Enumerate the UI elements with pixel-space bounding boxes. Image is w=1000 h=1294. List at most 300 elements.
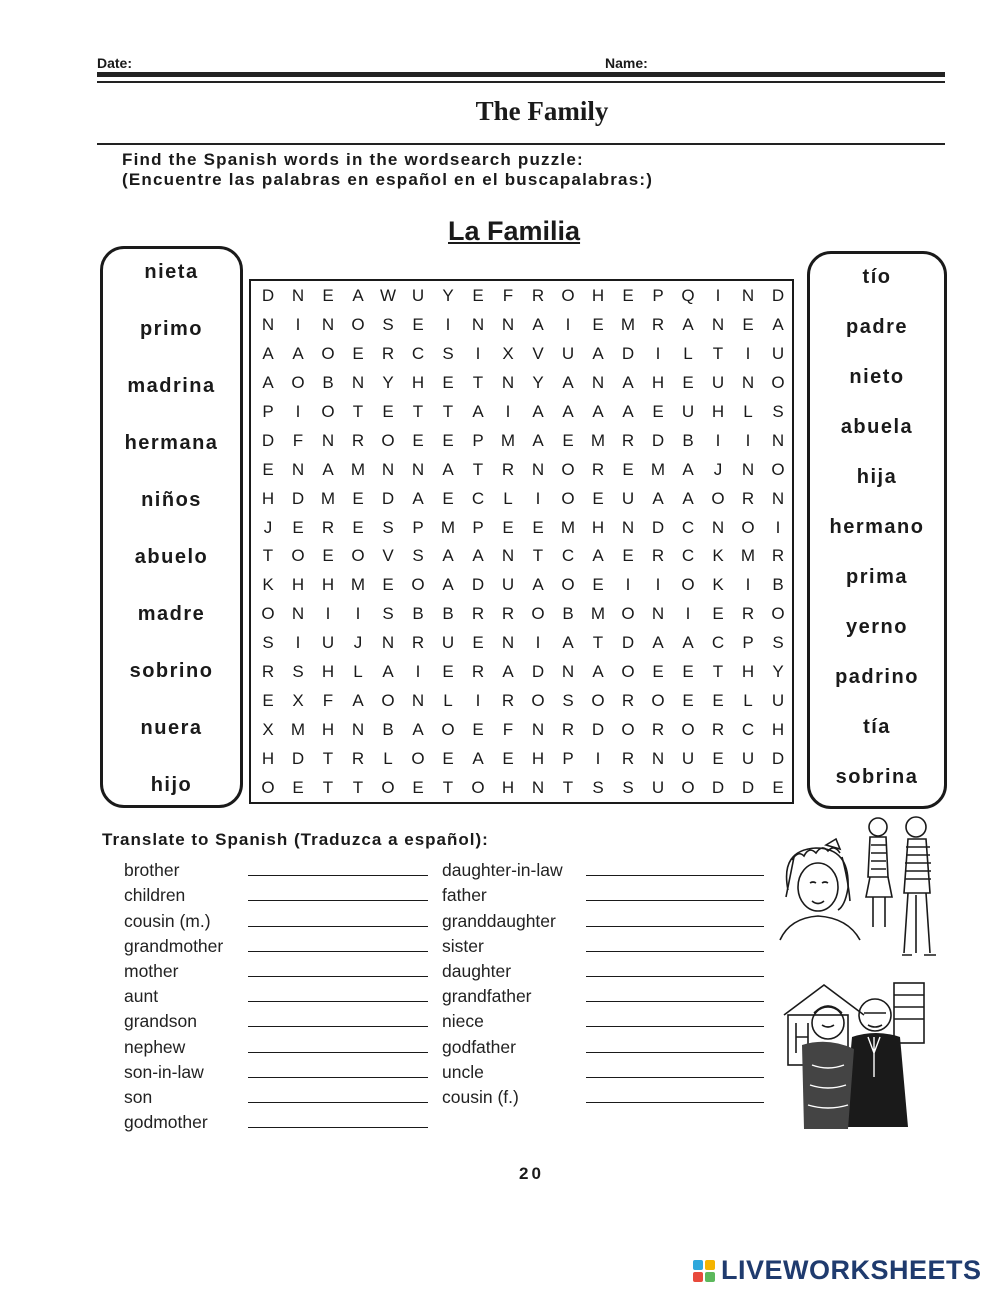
grid-cell[interactable]: N	[651, 748, 665, 768]
grid-cell[interactable]: U	[681, 748, 695, 768]
grid-cell[interactable]: M	[620, 315, 636, 335]
grid-cell[interactable]: U	[321, 633, 335, 653]
grid-cell[interactable]: Y	[532, 373, 544, 393]
grid-cell[interactable]: I	[715, 286, 721, 306]
translate-left-answer-blank[interactable]	[248, 926, 428, 927]
grid-cell[interactable]: M	[440, 517, 456, 537]
grid-cell[interactable]: I	[445, 315, 451, 335]
grid-cell[interactable]: H	[501, 777, 515, 797]
grid-cell[interactable]: R	[411, 633, 425, 653]
grid-cell[interactable]: D	[291, 748, 305, 768]
grid-cell[interactable]: E	[412, 315, 424, 335]
grid-cell[interactable]: O	[591, 690, 605, 710]
grid-cell[interactable]: R	[771, 546, 785, 566]
grid-cell[interactable]: V	[532, 344, 544, 364]
grid-cell[interactable]: S	[382, 517, 394, 537]
grid-cell[interactable]: E	[382, 402, 394, 421]
grid-cell[interactable]: A	[652, 488, 664, 508]
translate-left-answer-blank[interactable]	[248, 1102, 428, 1103]
grid-cell[interactable]: B	[442, 604, 454, 624]
grid-cell[interactable]: B	[322, 373, 334, 393]
grid-cell[interactable]: D	[381, 488, 395, 508]
grid-cell[interactable]: E	[382, 575, 394, 595]
grid-cell[interactable]: N	[531, 719, 545, 739]
grid-cell[interactable]: P	[472, 430, 484, 450]
grid-cell[interactable]: A	[412, 488, 424, 508]
grid-cell[interactable]: I	[625, 575, 631, 595]
grid-cell[interactable]: U	[771, 344, 785, 364]
grid-cell[interactable]: E	[622, 546, 634, 566]
grid-cell[interactable]: R	[621, 690, 635, 710]
grid-cell[interactable]: A	[772, 315, 784, 335]
grid-cell[interactable]: M	[350, 575, 366, 595]
grid-cell[interactable]: L	[443, 690, 453, 710]
grid-cell[interactable]: J	[263, 517, 273, 537]
grid-cell[interactable]: A	[682, 633, 694, 653]
grid-cell[interactable]: C	[471, 488, 485, 508]
grid-cell[interactable]: O	[771, 604, 785, 624]
grid-cell[interactable]: K	[712, 546, 724, 566]
grid-cell[interactable]: F	[502, 719, 514, 739]
grid-cell[interactable]: O	[321, 344, 335, 364]
grid-cell[interactable]: U	[651, 777, 665, 797]
grid-cell[interactable]: I	[295, 633, 301, 653]
translate-right-answer-blank[interactable]	[586, 900, 764, 901]
grid-cell[interactable]: R	[501, 459, 515, 479]
grid-cell[interactable]: C	[681, 517, 695, 537]
grid-cell[interactable]: E	[472, 633, 484, 653]
grid-cell[interactable]: O	[531, 690, 545, 710]
grid-cell[interactable]: N	[651, 604, 665, 624]
grid-cell[interactable]: E	[412, 430, 424, 450]
grid-cell[interactable]: I	[505, 402, 511, 421]
grid-cell[interactable]: N	[291, 604, 305, 624]
grid-cell[interactable]: O	[681, 719, 695, 739]
grid-cell[interactable]: I	[535, 633, 541, 653]
grid-cell[interactable]: A	[262, 373, 274, 393]
grid-cell[interactable]: A	[442, 546, 454, 566]
grid-cell[interactable]: E	[772, 777, 784, 797]
grid-cell[interactable]: O	[261, 604, 275, 624]
grid-cell[interactable]: E	[502, 517, 514, 537]
grid-cell[interactable]: O	[381, 777, 395, 797]
grid-cell[interactable]: V	[382, 546, 394, 566]
grid-cell[interactable]: D	[591, 719, 605, 739]
grid-cell[interactable]: P	[652, 286, 664, 306]
grid-cell[interactable]: A	[472, 546, 484, 566]
grid-cell[interactable]: R	[741, 488, 755, 508]
grid-cell[interactable]: H	[321, 719, 335, 739]
grid-cell[interactable]: A	[442, 575, 454, 595]
grid-cell[interactable]: W	[379, 286, 397, 306]
grid-cell[interactable]: A	[592, 546, 604, 566]
grid-cell[interactable]: H	[771, 719, 785, 739]
grid-cell[interactable]: L	[503, 488, 513, 508]
grid-cell[interactable]: L	[383, 748, 393, 768]
grid-cell[interactable]: O	[351, 546, 365, 566]
grid-cell[interactable]: C	[411, 344, 425, 364]
grid-cell[interactable]: R	[591, 459, 605, 479]
grid-cell[interactable]: A	[532, 575, 544, 595]
grid-cell[interactable]: E	[442, 488, 454, 508]
grid-cell[interactable]: N	[501, 315, 515, 335]
grid-cell[interactable]: H	[411, 373, 425, 393]
grid-cell[interactable]: E	[322, 546, 334, 566]
grid-cell[interactable]: S	[382, 604, 394, 624]
grid-cell[interactable]: T	[442, 402, 454, 421]
grid-cell[interactable]: F	[292, 430, 304, 450]
grid-cell[interactable]: T	[472, 373, 484, 393]
grid-cell[interactable]: D	[291, 488, 305, 508]
grid-cell[interactable]: S	[382, 315, 394, 335]
translate-right-answer-blank[interactable]	[586, 976, 764, 977]
grid-cell[interactable]: J	[353, 633, 363, 653]
grid-cell[interactable]: A	[532, 402, 544, 421]
grid-cell[interactable]: N	[381, 459, 395, 479]
grid-cell[interactable]: S	[622, 777, 634, 797]
grid-cell[interactable]: A	[292, 344, 304, 364]
grid-cell[interactable]: A	[562, 373, 574, 393]
grid-cell[interactable]: L	[353, 662, 363, 682]
grid-cell[interactable]: E	[742, 315, 754, 335]
grid-cell[interactable]: R	[471, 662, 485, 682]
grid-cell[interactable]: M	[740, 546, 756, 566]
grid-cell[interactable]: T	[562, 777, 574, 797]
grid-cell[interactable]: I	[745, 575, 751, 595]
grid-cell[interactable]: D	[771, 286, 785, 306]
grid-cell[interactable]: E	[442, 430, 454, 450]
grid-cell[interactable]: E	[472, 719, 484, 739]
grid-cell[interactable]: E	[412, 777, 424, 797]
translate-left-answer-blank[interactable]	[248, 1077, 428, 1078]
grid-cell[interactable]: E	[682, 690, 694, 710]
grid-cell[interactable]: D	[261, 286, 275, 306]
grid-cell[interactable]: I	[475, 344, 481, 364]
grid-cell[interactable]: E	[442, 748, 454, 768]
grid-cell[interactable]: A	[622, 402, 634, 421]
grid-cell[interactable]: N	[291, 459, 305, 479]
grid-cell[interactable]: P	[412, 517, 424, 537]
grid-cell[interactable]: C	[741, 719, 755, 739]
grid-cell[interactable]: P	[562, 748, 574, 768]
grid-cell[interactable]: D	[531, 662, 545, 682]
grid-cell[interactable]: A	[622, 373, 634, 393]
translate-left-answer-blank[interactable]	[248, 1127, 428, 1128]
grid-cell[interactable]: D	[621, 344, 635, 364]
grid-cell[interactable]: F	[502, 286, 514, 306]
grid-cell[interactable]: O	[711, 488, 725, 508]
grid-cell[interactable]: S	[562, 690, 574, 710]
grid-cell[interactable]: U	[771, 690, 785, 710]
grid-cell[interactable]: R	[651, 546, 665, 566]
grid-cell[interactable]: I	[565, 315, 571, 335]
grid-cell[interactable]: O	[441, 719, 455, 739]
grid-cell[interactable]: N	[291, 286, 305, 306]
grid-cell[interactable]: S	[772, 402, 784, 421]
translate-right-answer-blank[interactable]	[586, 1026, 764, 1027]
grid-cell[interactable]: N	[351, 373, 365, 393]
grid-cell[interactable]: P	[472, 517, 484, 537]
grid-cell[interactable]: R	[261, 662, 275, 682]
grid-cell[interactable]: A	[592, 402, 604, 421]
grid-cell[interactable]: E	[712, 604, 724, 624]
grid-cell[interactable]: E	[292, 777, 304, 797]
grid-cell[interactable]: E	[622, 286, 634, 306]
translate-left-answer-blank[interactable]	[248, 1026, 428, 1027]
grid-cell[interactable]: S	[262, 633, 274, 653]
grid-cell[interactable]: D	[651, 517, 665, 537]
grid-cell[interactable]: H	[261, 488, 275, 508]
grid-cell[interactable]: X	[502, 344, 514, 364]
grid-cell[interactable]: A	[472, 402, 484, 421]
translate-right-answer-blank[interactable]	[586, 1052, 764, 1053]
grid-cell[interactable]: N	[351, 719, 365, 739]
grid-cell[interactable]: A	[682, 488, 694, 508]
grid-cell[interactable]: I	[655, 575, 661, 595]
grid-cell[interactable]: N	[561, 662, 575, 682]
grid-cell[interactable]: N	[531, 777, 545, 797]
grid-cell[interactable]: U	[411, 286, 425, 306]
grid-cell[interactable]: N	[741, 459, 755, 479]
grid-cell[interactable]: S	[292, 662, 304, 682]
grid-cell[interactable]: I	[745, 344, 751, 364]
grid-cell[interactable]: N	[471, 315, 485, 335]
grid-cell[interactable]: A	[532, 430, 544, 450]
grid-cell[interactable]: M	[350, 459, 366, 479]
grid-cell[interactable]: N	[711, 315, 725, 335]
grid-cell[interactable]: I	[475, 690, 481, 710]
grid-cell[interactable]: E	[712, 690, 724, 710]
grid-cell[interactable]: I	[325, 604, 331, 624]
grid-cell[interactable]: O	[381, 430, 395, 450]
grid-cell[interactable]: O	[561, 459, 575, 479]
grid-cell[interactable]: Y	[382, 373, 394, 393]
grid-cell[interactable]: N	[741, 373, 755, 393]
grid-cell[interactable]: O	[741, 517, 755, 537]
grid-cell[interactable]: A	[592, 344, 604, 364]
grid-cell[interactable]: O	[621, 719, 635, 739]
grid-cell[interactable]: P	[742, 633, 754, 653]
grid-cell[interactable]: L	[743, 690, 753, 710]
grid-cell[interactable]: R	[561, 719, 575, 739]
grid-cell[interactable]: A	[472, 748, 484, 768]
grid-cell[interactable]: A	[382, 662, 394, 682]
grid-cell[interactable]: B	[682, 430, 694, 450]
grid-cell[interactable]: S	[412, 546, 424, 566]
grid-cell[interactable]: U	[711, 373, 725, 393]
grid-cell[interactable]: A	[442, 459, 454, 479]
grid-cell[interactable]: M	[560, 517, 576, 537]
grid-cell[interactable]: D	[471, 575, 485, 595]
grid-cell[interactable]: H	[261, 748, 275, 768]
grid-cell[interactable]: E	[262, 690, 274, 710]
grid-cell[interactable]: N	[501, 373, 515, 393]
grid-cell[interactable]: R	[381, 344, 395, 364]
grid-cell[interactable]: O	[621, 604, 635, 624]
grid-cell[interactable]: I	[775, 517, 781, 537]
grid-cell[interactable]: H	[711, 402, 725, 421]
grid-cell[interactable]: U	[621, 488, 635, 508]
grid-cell[interactable]: K	[262, 575, 274, 595]
grid-cell[interactable]: Y	[772, 662, 784, 682]
grid-cell[interactable]: H	[531, 748, 545, 768]
grid-cell[interactable]: M	[320, 488, 336, 508]
wordsearch-grid[interactable]	[253, 282, 792, 802]
grid-cell[interactable]: T	[352, 402, 364, 421]
grid-cell[interactable]: H	[591, 286, 605, 306]
grid-cell[interactable]: E	[442, 662, 454, 682]
grid-cell[interactable]: H	[291, 575, 305, 595]
grid-cell[interactable]: I	[295, 402, 301, 421]
translate-left-answer-blank[interactable]	[248, 1052, 428, 1053]
grid-cell[interactable]: M	[500, 430, 516, 450]
grid-cell[interactable]: O	[771, 459, 785, 479]
grid-cell[interactable]: U	[441, 633, 455, 653]
grid-cell[interactable]: A	[592, 662, 604, 682]
grid-cell[interactable]: R	[351, 430, 365, 450]
grid-cell[interactable]: R	[351, 748, 365, 768]
grid-cell[interactable]: D	[261, 430, 275, 450]
grid-cell[interactable]: O	[681, 777, 695, 797]
translate-right-answer-blank[interactable]	[586, 951, 764, 952]
grid-cell[interactable]: U	[681, 402, 695, 421]
grid-cell[interactable]: N	[501, 546, 515, 566]
grid-cell[interactable]: H	[591, 517, 605, 537]
grid-cell[interactable]: P	[262, 402, 274, 421]
grid-cell[interactable]: E	[352, 344, 364, 364]
grid-cell[interactable]: E	[502, 748, 514, 768]
grid-cell[interactable]: D	[771, 748, 785, 768]
grid-cell[interactable]: O	[561, 488, 575, 508]
grid-cell[interactable]: L	[743, 402, 753, 421]
grid-cell[interactable]: E	[712, 748, 724, 768]
translate-left-answer-blank[interactable]	[248, 900, 428, 901]
translate-right-answer-blank[interactable]	[586, 926, 764, 927]
grid-cell[interactable]: C	[711, 633, 725, 653]
grid-cell[interactable]: T	[592, 633, 604, 653]
grid-cell[interactable]: J	[713, 459, 723, 479]
grid-cell[interactable]: N	[741, 286, 755, 306]
grid-cell[interactable]: N	[531, 459, 545, 479]
grid-cell[interactable]: F	[322, 690, 334, 710]
grid-cell[interactable]: T	[412, 402, 424, 421]
grid-cell[interactable]: S	[442, 344, 454, 364]
grid-cell[interactable]: O	[411, 748, 425, 768]
liveworksheets-logo[interactable]	[693, 1255, 982, 1286]
grid-cell[interactable]: R	[471, 604, 485, 624]
grid-cell[interactable]: N	[411, 459, 425, 479]
grid-cell[interactable]: B	[772, 575, 784, 595]
grid-cell[interactable]: A	[502, 662, 514, 682]
translate-right-answer-blank[interactable]	[586, 1001, 764, 1002]
grid-cell[interactable]: N	[381, 633, 395, 653]
grid-cell[interactable]: A	[352, 690, 364, 710]
grid-cell[interactable]: A	[652, 633, 664, 653]
grid-cell[interactable]: X	[292, 690, 304, 710]
grid-cell[interactable]: R	[321, 517, 335, 537]
grid-cell[interactable]: E	[652, 402, 664, 421]
grid-cell[interactable]: R	[621, 748, 635, 768]
grid-cell[interactable]: E	[472, 286, 484, 306]
grid-cell[interactable]: B	[412, 604, 424, 624]
grid-cell[interactable]: U	[501, 575, 515, 595]
grid-cell[interactable]: E	[682, 662, 694, 682]
grid-cell[interactable]: T	[472, 459, 484, 479]
grid-cell[interactable]: O	[261, 777, 275, 797]
grid-cell[interactable]: A	[562, 633, 574, 653]
grid-cell[interactable]: M	[290, 719, 306, 739]
grid-cell[interactable]: E	[682, 373, 694, 393]
grid-cell[interactable]: T	[322, 748, 334, 768]
grid-cell[interactable]: N	[771, 430, 785, 450]
grid-cell[interactable]: R	[501, 690, 515, 710]
grid-cell[interactable]: E	[442, 373, 454, 393]
grid-cell[interactable]: O	[381, 690, 395, 710]
grid-cell[interactable]: N	[321, 315, 335, 335]
grid-cell[interactable]: H	[741, 662, 755, 682]
grid-cell[interactable]: N	[411, 690, 425, 710]
grid-cell[interactable]: H	[321, 575, 335, 595]
grid-cell[interactable]: R	[621, 430, 635, 450]
grid-cell[interactable]: T	[352, 777, 364, 797]
grid-cell[interactable]: A	[352, 286, 364, 306]
grid-cell[interactable]: E	[562, 430, 574, 450]
grid-cell[interactable]: E	[592, 575, 604, 595]
grid-cell[interactable]: A	[682, 459, 694, 479]
grid-cell[interactable]: O	[681, 575, 695, 595]
grid-cell[interactable]: N	[711, 517, 725, 537]
grid-cell[interactable]: A	[562, 402, 574, 421]
grid-cell[interactable]: Y	[442, 286, 454, 306]
grid-cell[interactable]: E	[652, 662, 664, 682]
grid-cell[interactable]: A	[322, 459, 334, 479]
grid-cell[interactable]: E	[622, 459, 634, 479]
grid-cell[interactable]: I	[295, 315, 301, 335]
grid-cell[interactable]: E	[532, 517, 544, 537]
grid-cell[interactable]: T	[712, 662, 724, 682]
grid-cell[interactable]: A	[682, 315, 694, 335]
grid-cell[interactable]: E	[322, 286, 334, 306]
translate-left-answer-blank[interactable]	[248, 1001, 428, 1002]
grid-cell[interactable]: A	[262, 344, 274, 364]
translate-right-answer-blank[interactable]	[586, 1077, 764, 1078]
grid-cell[interactable]: O	[411, 575, 425, 595]
grid-cell[interactable]: K	[712, 575, 724, 595]
grid-cell[interactable]: O	[531, 604, 545, 624]
translate-right-answer-blank[interactable]	[586, 1102, 764, 1103]
grid-cell[interactable]: T	[322, 777, 334, 797]
grid-cell[interactable]: I	[595, 748, 601, 768]
grid-cell[interactable]: R	[501, 604, 515, 624]
grid-cell[interactable]: B	[382, 719, 394, 739]
grid-cell[interactable]: D	[651, 430, 665, 450]
grid-cell[interactable]: E	[352, 517, 364, 537]
grid-cell[interactable]: T	[712, 344, 724, 364]
grid-cell[interactable]: M	[650, 459, 666, 479]
grid-cell[interactable]: X	[262, 719, 274, 739]
grid-cell[interactable]: I	[745, 430, 751, 450]
grid-cell[interactable]: C	[681, 546, 695, 566]
translate-left-answer-blank[interactable]	[248, 951, 428, 952]
grid-cell[interactable]: H	[321, 662, 335, 682]
grid-cell[interactable]: T	[442, 777, 454, 797]
grid-cell[interactable]: E	[292, 517, 304, 537]
grid-cell[interactable]: O	[771, 373, 785, 393]
grid-cell[interactable]: N	[591, 373, 605, 393]
grid-cell[interactable]: O	[351, 315, 365, 335]
grid-cell[interactable]: M	[590, 430, 606, 450]
translate-left-answer-blank[interactable]	[248, 875, 428, 876]
